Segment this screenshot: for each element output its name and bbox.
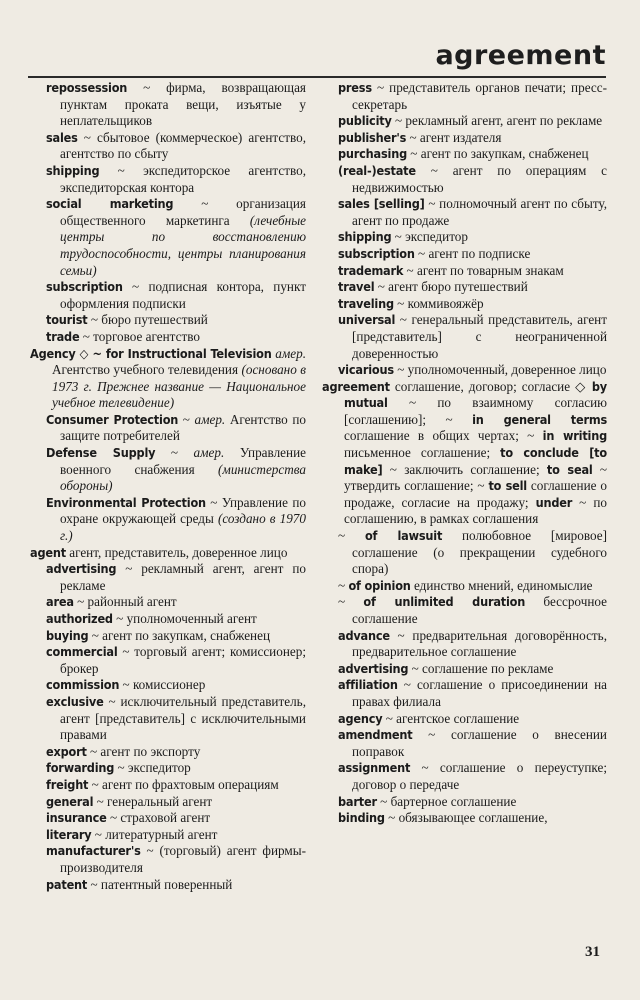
entry-term: exclusive [46, 693, 104, 709]
entry-definition: ~ бартерное соглашение [376, 793, 517, 809]
dictionary-entry [30, 677, 306, 694]
dictionary-entry [30, 611, 306, 628]
entry-definition: ~ агент издателя [406, 129, 502, 145]
dictionary-entry [30, 760, 306, 777]
dictionary-entry [322, 113, 607, 130]
header-rule [28, 76, 606, 78]
entry-definition: ~ агент по товарным знакам [403, 262, 564, 278]
right-column [322, 80, 607, 827]
entry-term: repossession [46, 80, 128, 95]
entry-term: manufacturer's [46, 843, 141, 859]
entry-definition: ~ коммивояжёр [393, 295, 484, 311]
entry-term: purchasing [338, 146, 407, 162]
entry-term: subscription [338, 245, 415, 261]
dictionary-entry [322, 196, 607, 229]
entry-definition: ~ комиссионер [119, 677, 206, 693]
entry-note: (лечебные центры по восстановлению трудоспособности, центры планирования семьи) [60, 212, 306, 278]
entry-definition: ~ уполномоченный агент [112, 611, 257, 626]
entry-term: publisher's [338, 129, 407, 145]
dictionary-entry [322, 279, 607, 296]
dictionary-entry [30, 644, 306, 677]
entry-term: assignment [338, 760, 411, 776]
entry-definition: соглашение о продаже, согласие на продажу; [344, 478, 607, 510]
dictionary-entry [322, 810, 607, 827]
entry-term: advance [338, 627, 390, 643]
entry-definition: ~ рекламный агент, агент по рекламе [60, 561, 306, 593]
entry-definition: ~ обязывающее соглашение, [384, 810, 548, 826]
entry-note: амер. [275, 345, 307, 361]
dictionary-entry [30, 810, 306, 827]
dictionary-entry [30, 794, 306, 811]
dictionary-entry [30, 412, 306, 445]
dictionary-entry [322, 677, 607, 710]
entry-definition: ~ агент по фрахтовым операциям [88, 776, 279, 792]
dictionary-entry [30, 329, 306, 346]
entry-definition: ~ фирма, возвращающая пунктам проката вещи, изъятые у неплательщиков [60, 80, 306, 129]
entry-term: shipping [338, 229, 392, 245]
entry-term: buying [46, 627, 89, 643]
entry-term: Environmental Protection [46, 494, 206, 510]
entry-term: advertising [46, 561, 117, 577]
entry-note: амер. [194, 411, 226, 427]
dictionary-entry [30, 827, 306, 844]
entry-definition: Управление военного снабжения [60, 445, 306, 477]
entry-term: binding [338, 810, 385, 826]
entry-definition: агент, представитель, доверенное лицо [65, 544, 288, 560]
entry-definition: соглашение, договор; согласие ◇ [389, 378, 592, 394]
entry-definition: ~ агент по экспорту [86, 743, 201, 759]
entry-term: in general terms [472, 411, 607, 427]
entry-definition: ~ экспедитор [391, 229, 468, 245]
entry-term: subscription [46, 279, 123, 295]
running-headword: agreement [435, 40, 606, 71]
entry-term: press [338, 80, 372, 95]
entry-term: authorized [46, 611, 113, 626]
entry-definition: соглашение в общих чертах; ~ [344, 428, 543, 444]
entry-term: of unlimited duration [363, 594, 526, 610]
dictionary-entry [30, 312, 306, 329]
entry-definition: ~ агент по подписке [414, 245, 531, 261]
entry-definition: Агентство по защите потребителей [60, 411, 307, 444]
entry-definition: ~ экспедиторское агентство, экспедиторская контора [60, 162, 306, 195]
entry-definition: ~ полномочный агент по сбыту, агент по продаже [352, 196, 607, 228]
entry-definition: ~ торговый агент; комиссионер; брокер [60, 644, 306, 676]
entry-term: (real-)estate [338, 162, 416, 178]
entry-definition: ~ соглашение о внесении поправок [352, 727, 607, 759]
entry-definition: ~ соглашение о переуступке; договор о передаче [352, 760, 607, 792]
entry-term: by mutual [344, 378, 607, 411]
entry-definition: ~ предварительная договорённость, предварительное соглашение [352, 627, 607, 660]
dictionary-entry [30, 495, 306, 545]
dictionary-entry [322, 312, 607, 362]
entry-note: (основано в 1973 г. Прежнее название — Национальное учебное телевидение) [52, 362, 306, 411]
entry-term: commission [46, 677, 120, 693]
entry-term: freight [46, 776, 89, 792]
entry-term: area [46, 594, 74, 610]
entry-term: sales [selling] [338, 196, 425, 212]
dictionary-entry [30, 877, 306, 894]
entry-term: commercial [46, 644, 118, 660]
entry-definition: ~ районный агент [73, 594, 177, 610]
dictionary-entry [30, 545, 306, 562]
entry-definition: Агентство учебного телевидения [52, 362, 242, 378]
entry-term: Defense Supply [46, 445, 156, 461]
entry-term: general [46, 793, 94, 809]
entry-definition: ~ патентный поверенный [87, 876, 233, 892]
dictionary-entry [30, 80, 306, 130]
entry-term: trademark [338, 262, 404, 278]
dictionary-entry [322, 263, 607, 280]
dictionary-entry [30, 843, 306, 876]
entry-term: agreement [322, 378, 390, 394]
dictionary-entry [322, 727, 607, 760]
entry-term: of opinion [348, 577, 411, 593]
entry-term: universal [338, 312, 396, 328]
entry-definition: ~ (торговый) агент фирмы-производителя [60, 843, 306, 875]
entry-definition: ~ по соглашению, в рамках соглашения [344, 494, 607, 527]
entry-definition: ~ соглашение о присоединении на правах филиала [352, 677, 607, 709]
entry-term: literary [46, 826, 92, 842]
entry-definition: ~ соглашение по рекламе [408, 660, 554, 676]
entry-definition: ~ литературный агент [91, 826, 218, 842]
dictionary-entry [30, 346, 306, 412]
dictionary-entry [322, 528, 607, 578]
entry-term: travel [338, 279, 375, 295]
dictionary-entry [322, 246, 607, 263]
entry-term: shipping [46, 162, 100, 178]
entry-definition: ~ [338, 577, 349, 593]
entry-definition: ~ [338, 594, 364, 610]
entry-definition: ~ организация общественного маркетинга [60, 196, 306, 228]
dictionary-entry [322, 362, 607, 379]
entry-term: patent [46, 876, 88, 892]
entry-definition: ~ исключительный представитель, агент [представитель] с исключительными правами [60, 693, 306, 743]
entry-definition: бессрочное соглашение [352, 594, 607, 626]
entry-note: (министерства обороны) [60, 461, 306, 494]
entry-note: амер. [193, 445, 225, 461]
dictionary-entry [30, 279, 306, 312]
entry-term: sales [46, 129, 78, 145]
dictionary-entry [322, 146, 607, 163]
entry-definition: ~ [338, 528, 365, 544]
entry-definition: ~ экспедитор [114, 760, 191, 776]
entry-definition: полюбовное [мировое] соглашение (о прекращении судебного спора) [352, 528, 607, 577]
dictionary-entry [30, 163, 306, 196]
dictionary-entry [322, 379, 607, 528]
dictionary-entry [322, 296, 607, 313]
dictionary-entry [30, 196, 306, 279]
dictionary-entry [322, 229, 607, 246]
entry-term: Agency ◇ ~ for Instructional Television [30, 345, 272, 361]
entry-note: (создано в 1970 г.) [60, 511, 306, 544]
dictionary-entry [322, 594, 607, 627]
entry-definition: ~ страховой агент [106, 810, 211, 826]
entry-term: agency [338, 710, 383, 726]
entry-term: agent [30, 544, 66, 560]
entry-term: of lawsuit [364, 528, 443, 544]
dictionary-entry [322, 130, 607, 147]
entry-term: in writing [542, 428, 607, 444]
dictionary-entry [322, 794, 607, 811]
entry-term: to sell [488, 478, 527, 494]
entry-definition: ~ рекламный агент, агент по рекламе [391, 113, 603, 129]
entry-term: Consumer Protection [46, 411, 179, 427]
entry-definition: ~ представитель органов печати; пресс-секретарь [352, 80, 607, 112]
entry-definition: ~ уполномоченный, доверенное лицо [393, 362, 607, 378]
entry-term: forwarding [46, 760, 115, 776]
entry-term: under [535, 494, 573, 510]
entry-definition: письменное соглашение; [344, 445, 501, 461]
entry-term: vicarious [338, 362, 394, 378]
entry-definition: ~ генеральный представитель, агент [представитель] с неограниченной доверенностью [352, 312, 607, 361]
entry-term: insurance [46, 810, 107, 826]
dictionary-entry [322, 661, 607, 678]
entry-definition: ~ заключить соглашение; [382, 461, 547, 477]
entry-term: to conclude [to make] [344, 445, 607, 477]
dictionary-entry [30, 777, 306, 794]
entry-definition: ~ агентское соглашение [382, 710, 520, 726]
dictionary-entry [322, 628, 607, 661]
entry-definition: единство мнений, единомыслие [410, 577, 593, 593]
entry-definition: ~ бюро путешествий [87, 312, 208, 328]
entry-term: social marketing [46, 196, 174, 212]
dictionary-entry [30, 594, 306, 611]
entry-term: amendment [338, 727, 413, 743]
left-column [30, 80, 306, 893]
entry-definition: ~ [178, 411, 195, 427]
entry-definition: ~ [155, 445, 194, 461]
entry-definition: ~ сбытовое (коммерческое) агентство, агентство по сбыту [60, 129, 306, 162]
entry-definition: ~ Управление по охране окружающей среды [60, 494, 306, 527]
entry-definition: ~ утвердить соглашение; ~ [344, 461, 608, 494]
entry-definition: ~ торговое агентство [79, 328, 200, 344]
dictionary-entry [322, 578, 607, 595]
entry-definition: ~ подписная контора, пункт оформления подписки [60, 279, 306, 311]
dictionary-entry [322, 760, 607, 793]
entry-term: traveling [338, 295, 394, 311]
entry-definition: ~ агент по закупкам, снабженец [407, 146, 589, 162]
entry-term: export [46, 743, 87, 759]
entry-definition: ~ генеральный агент [93, 793, 213, 809]
entry-term: affiliation [338, 677, 398, 693]
entry-term: to seal [546, 461, 593, 477]
entry-term: trade [46, 328, 80, 344]
dictionary-entry [322, 711, 607, 728]
entry-term: publicity [338, 113, 392, 129]
entry-definition: ~ агент бюро путешествий [374, 279, 528, 295]
dictionary-entry [30, 744, 306, 761]
entry-definition: ~ агент по операциям с недвижимостью [352, 162, 607, 195]
dictionary-entry [322, 80, 607, 113]
dictionary-entry [322, 163, 607, 196]
dictionary-entry [30, 130, 306, 163]
entry-term: advertising [338, 660, 409, 676]
dictionary-entry [30, 694, 306, 744]
entry-definition: ~ агент по закупкам, снабженец [88, 627, 271, 643]
dictionary-entry [30, 561, 306, 594]
page-number: 31 [585, 944, 600, 960]
dictionary-entry [30, 628, 306, 645]
entry-term: barter [338, 793, 377, 809]
entry-term: tourist [46, 312, 88, 328]
entry-definition: ~ по взаимному согласию [соглашению]; ~ [344, 395, 607, 427]
dictionary-entry [30, 445, 306, 495]
